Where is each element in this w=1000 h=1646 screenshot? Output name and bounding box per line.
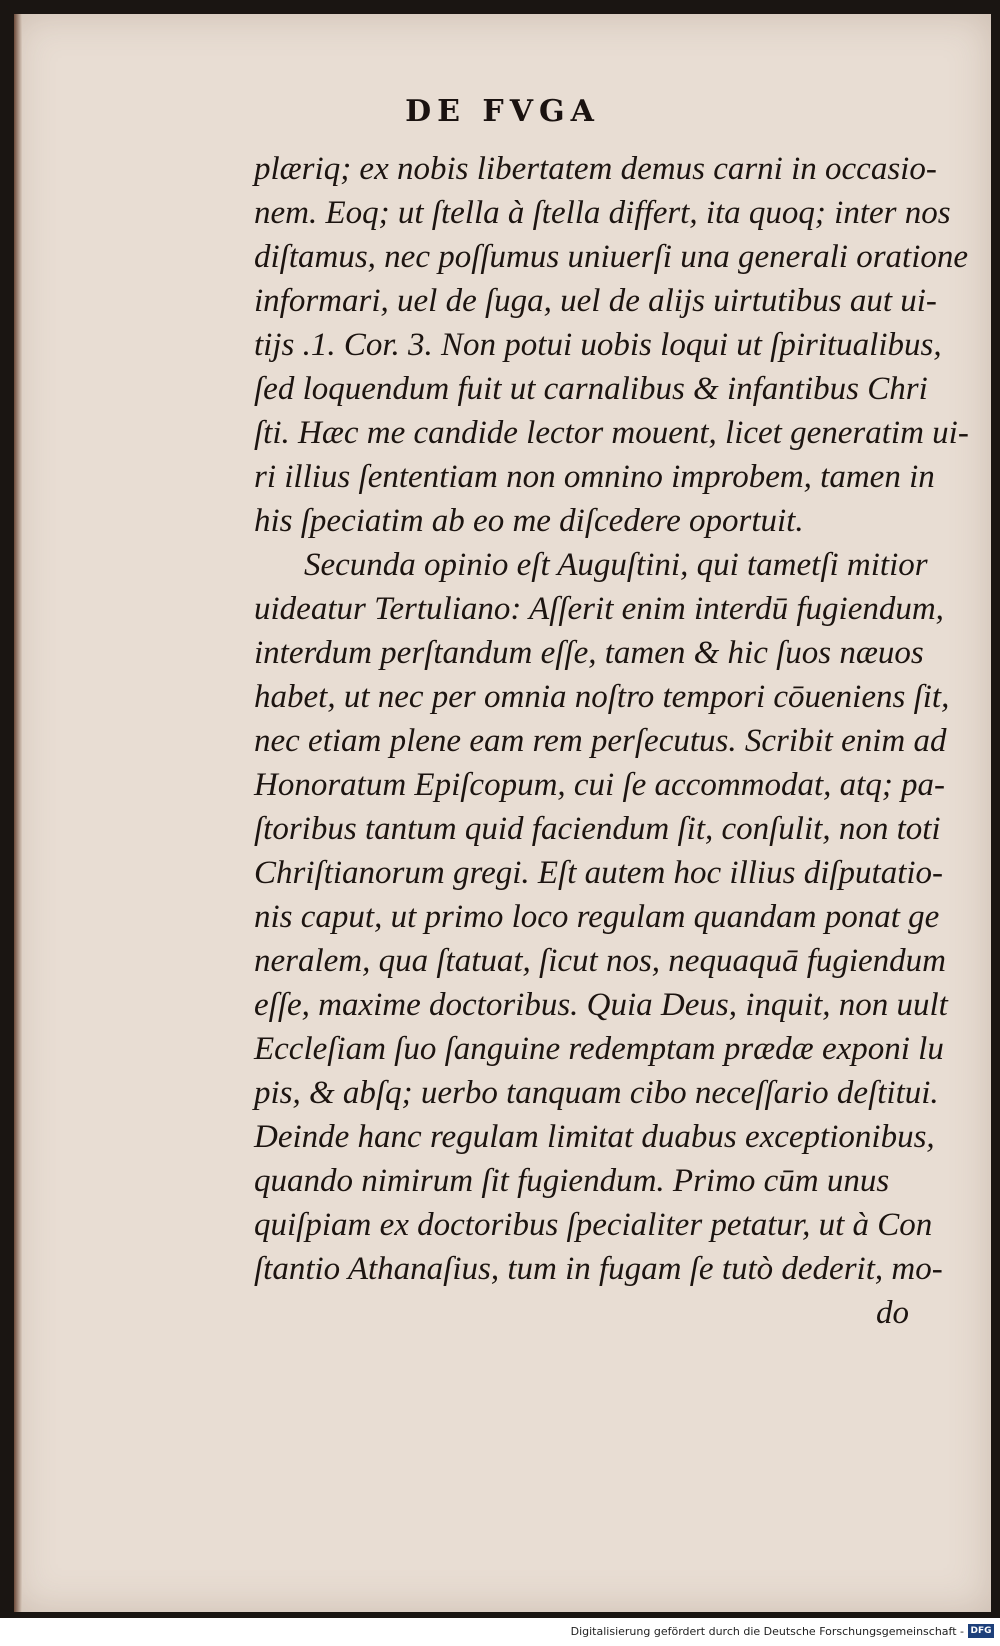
text-line: neralem, qua ſtatuat, ſicut nos, nequaquā fugiendum [254, 943, 947, 979]
text-line: Secunda opinio eſt Auguſtini, qui tametſi mitior [304, 547, 928, 583]
footer-bar [0, 1618, 1000, 1646]
text-line: eſſe, maxime doctoribus. Quia Deus, inquit, non uult [254, 987, 948, 1023]
text-line: Chriſtianorum gregi. Eſt autem hoc illius diſputatio- [254, 855, 944, 891]
text-line: ri illius ſententiam non omnino improbem, tamen in [254, 459, 935, 495]
text-line: informari, uel de ſuga, uel de alijs uirtutibus aut ui- [254, 283, 937, 319]
text-line: nec etiam plene eam rem perſecutus. Scribit enim ad [254, 723, 947, 759]
text-line: tijs .1. Cor. 3. Non potui uobis loqui ut ſpiritualibus, [254, 327, 942, 363]
text-line: ſed loquendum fuit ut carnalibus & infantibus Chri [254, 371, 928, 407]
page-header: DE FVGA [405, 94, 600, 129]
text-line: interdum perſtandum eſſe, tamen & hic ſuos næuos [254, 635, 924, 671]
text-line: his ſpeciatim ab eo me diſcedere oportuit. [254, 503, 804, 539]
text-line: habet, ut nec per omnia noſtro tempori cōueniens ſit, [254, 679, 950, 715]
text-line: Deinde hanc regulam limitat duabus exceptionibus, [254, 1119, 935, 1155]
text-line: diſtamus, nec poſſumus uniuerſi una generali oratione [254, 239, 969, 275]
text-line: plæriq; ex nobis libertatem demus carni in occasio- [254, 151, 937, 187]
text-line: nis caput, ut primo loco regulam quandam ponat ge [254, 899, 940, 935]
text-line: nem. Eoq; ut ſtella à ſtella differt, ita quoq; inter nos [254, 195, 951, 231]
text-line: ſti. Hæc me candide lector mouent, licet generatim ui- [254, 415, 969, 451]
funding-notice: Digitalisierung gefördert durch die Deutsche Forschungsgemeinschaft - [570, 1625, 964, 1638]
text-line: ſtantio Athanaſius, tum in fugam ſe tutò dederit, mo- [254, 1251, 943, 1287]
body-text [254, 147, 969, 1335]
text-line: Eccleſiam ſuo ſanguine redemptam prædæ exponi lu [254, 1031, 944, 1067]
text-line: quiſpiam ex doctoribus ſpecialiter petatur, ut à Con [254, 1207, 933, 1243]
dfg-logo: DFG [968, 1624, 994, 1638]
text-line: pis, & abſq; uerbo tanquam cibo neceſſario deſtitui. [254, 1075, 939, 1111]
text-line: Honoratum Epiſcopum, cui ſe accommodat, atq; pa- [254, 767, 946, 803]
text-line: ſtoribus tantum quid faciendum ſit, conſulit, non toti [254, 811, 941, 847]
catchword: do [876, 1295, 909, 1331]
text-line: quando nimirum ſit fugiendum. Primo cūm unus [254, 1163, 890, 1199]
book-page [14, 14, 991, 1612]
text-line: uideatur Tertuliano: Aſſerit enim interdū fugiendum, [254, 591, 944, 627]
